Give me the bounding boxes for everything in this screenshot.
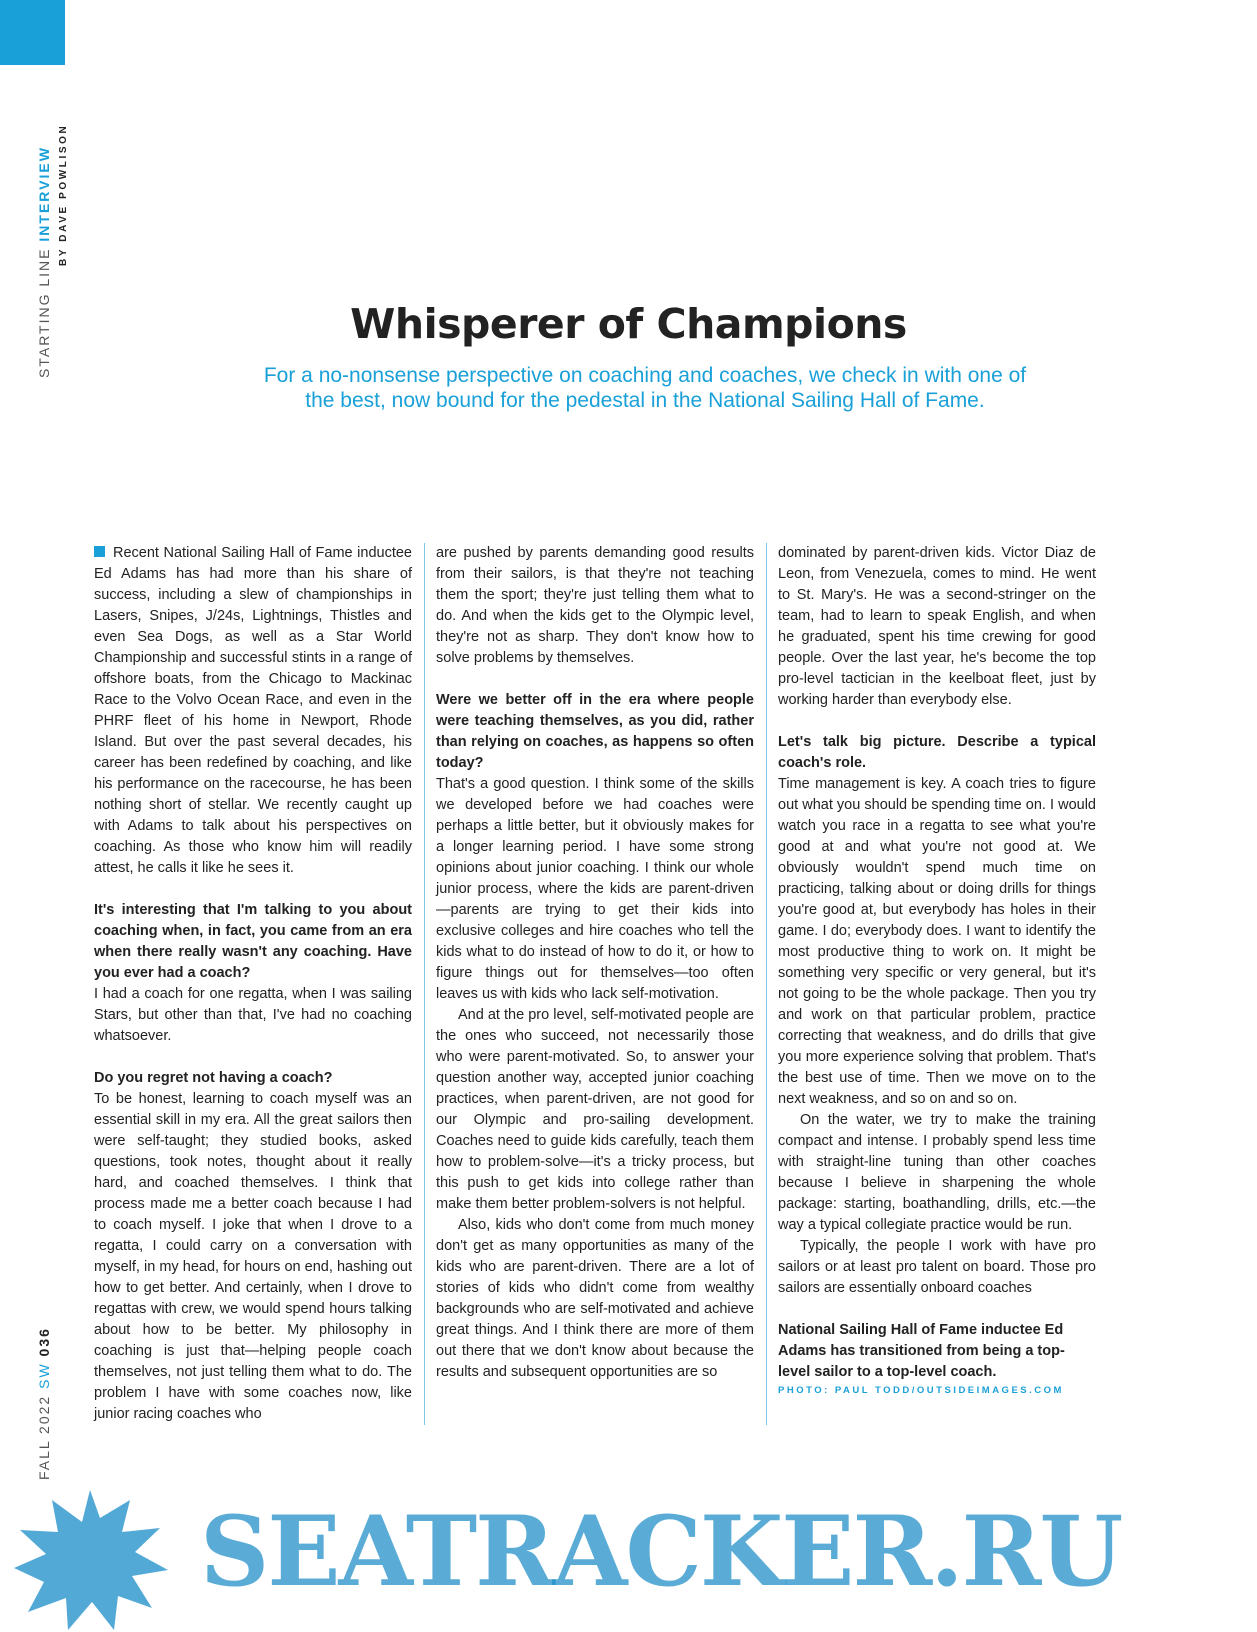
watermark-logo: SEATRACKER.RU bbox=[200, 1495, 1122, 1608]
column-3 bbox=[778, 543, 1096, 1399]
answer: To be honest, learning to coach myself was an essential skill in my era. All the great sailors then were self-taught; they studied books, asked questions, took notes, thought about it really hard, and coached themselves. I think that process made me a better coach because I had to coach myself. I joke that when I drove to a regatta, I could carry on a conversation with myself, in my head, for hours on end, hashing out how to get better. And certainly, when I drove to regattas with crew, we would spend hours talking about how to be better. My philosophy in coaching is just that—helping people coach themselves, not just telling them what to do. The problem I have with some coaches now, like junior racing coaches who bbox=[94, 1091, 412, 1422]
article-title: Whisperer of Champions bbox=[350, 300, 907, 348]
page-number: 036 bbox=[36, 1327, 52, 1357]
question: Do you regret not having a coach? bbox=[94, 1070, 333, 1086]
section-type: INTERVIEW bbox=[36, 146, 52, 242]
column-rule bbox=[424, 543, 425, 1425]
photo-caption: National Sailing Hall of Fame inductee Ed Adams has transitioned from being a top-level sailor to a top-level coach. bbox=[778, 1322, 1065, 1380]
photo-credit: PHOTO: PAUL TODD/OUTSIDEIMAGES.COM bbox=[778, 1385, 1064, 1396]
paragraph: are pushed by parents demanding good results from their sailors, is that they're not teaching them the sport; they're just telling them what to do. And when the kids get to the Olympic level, they're not as sharp. They don't know how to solve problems by themselves. bbox=[436, 545, 754, 666]
column-2 bbox=[436, 543, 754, 1383]
intro-paragraph bbox=[94, 543, 412, 879]
section-name: STARTING LINE bbox=[36, 247, 52, 378]
paragraph: Also, kids who don't come from much money don't get as many opportunities as many of the kids who are parent-driven. There are a lot of stories of kids who didn't come from wealthy backgrounds who are self-motivated and achieve great things. And I think there are more of them out there that we don't know about because the results and subsequent opportunities are so bbox=[436, 1217, 754, 1380]
question: It's interesting that I'm talking to you about coaching when, in fact, you came from an era when there really wasn't any coaching. Have you ever had a coach? bbox=[94, 902, 412, 981]
article-dek: For a no-nonsense perspective on coaching and coaches, we check in with one of the best, now bound for the pedestal in the National Sailing Hall of Fame. bbox=[263, 364, 1027, 412]
column-1 bbox=[94, 543, 412, 1425]
folio bbox=[36, 1327, 52, 1480]
corner-color-block bbox=[0, 0, 65, 65]
paragraph: dominated by parent-driven kids. Victor Diaz de Leon, from Venezuela, comes to mind. He went to St. Mary's. He was a second-stringer on the team, had to learn to speak English, and when he graduated, spent his time crewing for good people. Over the last year, he's become the top pro-level tactician in the keelboat fleet, just by working harder than everybody else. bbox=[778, 545, 1096, 708]
issue-date: FALL 2022 bbox=[36, 1394, 52, 1480]
paragraph: Typically, the people I work with have pro sailors or at least pro talent on board. Those pro sailors are essentially onboard coaches bbox=[778, 1238, 1096, 1296]
answer: I had a coach for one regatta, when I was sailing Stars, but other than that, I've had no coaching whatsoever. bbox=[94, 986, 412, 1044]
answer: That's a good question. I think some of the skills we developed before we had coaches were perhaps a little better, but it obviously makes for a longer learning period. I have some strong opinions about junior coaching. I think our whole junior process, where the kids are parent-driven—parents are trying to get their kids into exclusive colleges and hire coaches who tell the kids what to do instead of how to do it, or how to figure things out for themselves—too often leaves us with kids who lack self-motivation. bbox=[436, 776, 754, 1002]
question: Were we better off in the era where people were teaching themselves, as you did, rather than relying on coaches, as happens so often today? bbox=[436, 692, 754, 771]
byline: BY DAVE POWLISON bbox=[58, 123, 69, 266]
intro-text: Recent National Sailing Hall of Fame inductee Ed Adams has had more than his share of success, including a slew of championships in Lasers, Snipes, J/24s, Lightnings, Thistles and even Sea Dogs, as well as a Star World Championship and successful stints in a range of offshore boats, from the Chicago to Mackinac Race to the Volvo Ocean Race, and even in the PHRF fleet of his home in Newport, Rhode Island. But over the past several decades, his career has been redefined by coaching, and like his performance on the racecourse, he has been nothing short of stellar. We recently caught up with Adams to talk about his perspectives on coaching. As those who know him will readily attest, he calls it like he sees it. bbox=[94, 545, 412, 876]
column-rule bbox=[766, 543, 767, 1425]
magazine-abbrev: SW bbox=[36, 1362, 52, 1389]
paragraph: On the water, we try to make the training compact and intense. I probably spend less time with straight-line tuning than other coaches because I believe in sharpening the whole package: starting, boathandling, drills, etc.—the way a typical collegiate practice would be run. bbox=[778, 1112, 1096, 1233]
paragraph: And at the pro level, self-motivated people are the ones who succeed, not necessarily those who were parent-motivated. So, to answer your question another way, accepted junior coaching practices, when parent-driven, are not good for our Olympic and pro-sailing development. Coaches need to guide kids carefully, teach them how to problem-solve—it's a tricky process, but this push to get kids into college rather than make them better problem-solvers is not helpful. bbox=[436, 1007, 754, 1212]
bullet-square-icon bbox=[94, 546, 105, 557]
question: Let's talk big picture. Describe a typical coach's role. bbox=[778, 734, 1096, 771]
answer: Time management is key. A coach tries to figure out what you should be spending time on. I would watch you race in a regatta to see what you're good at and what you're not good at. We obviously wouldn't spend much time on practicing, talking about or doing drills for things you're good at, but everybody has holes in their game. I do; everybody does. I want to identify the most productive thing to work on. It might be something very specific or very general, but it's not going to be the whole package. Then you try and work on that particular problem, practice correcting that weakness, and do drills that give you more experience solving that problem. That's the best use of time. Then we move on to the next weakness, and so on and so on. bbox=[778, 776, 1096, 1107]
